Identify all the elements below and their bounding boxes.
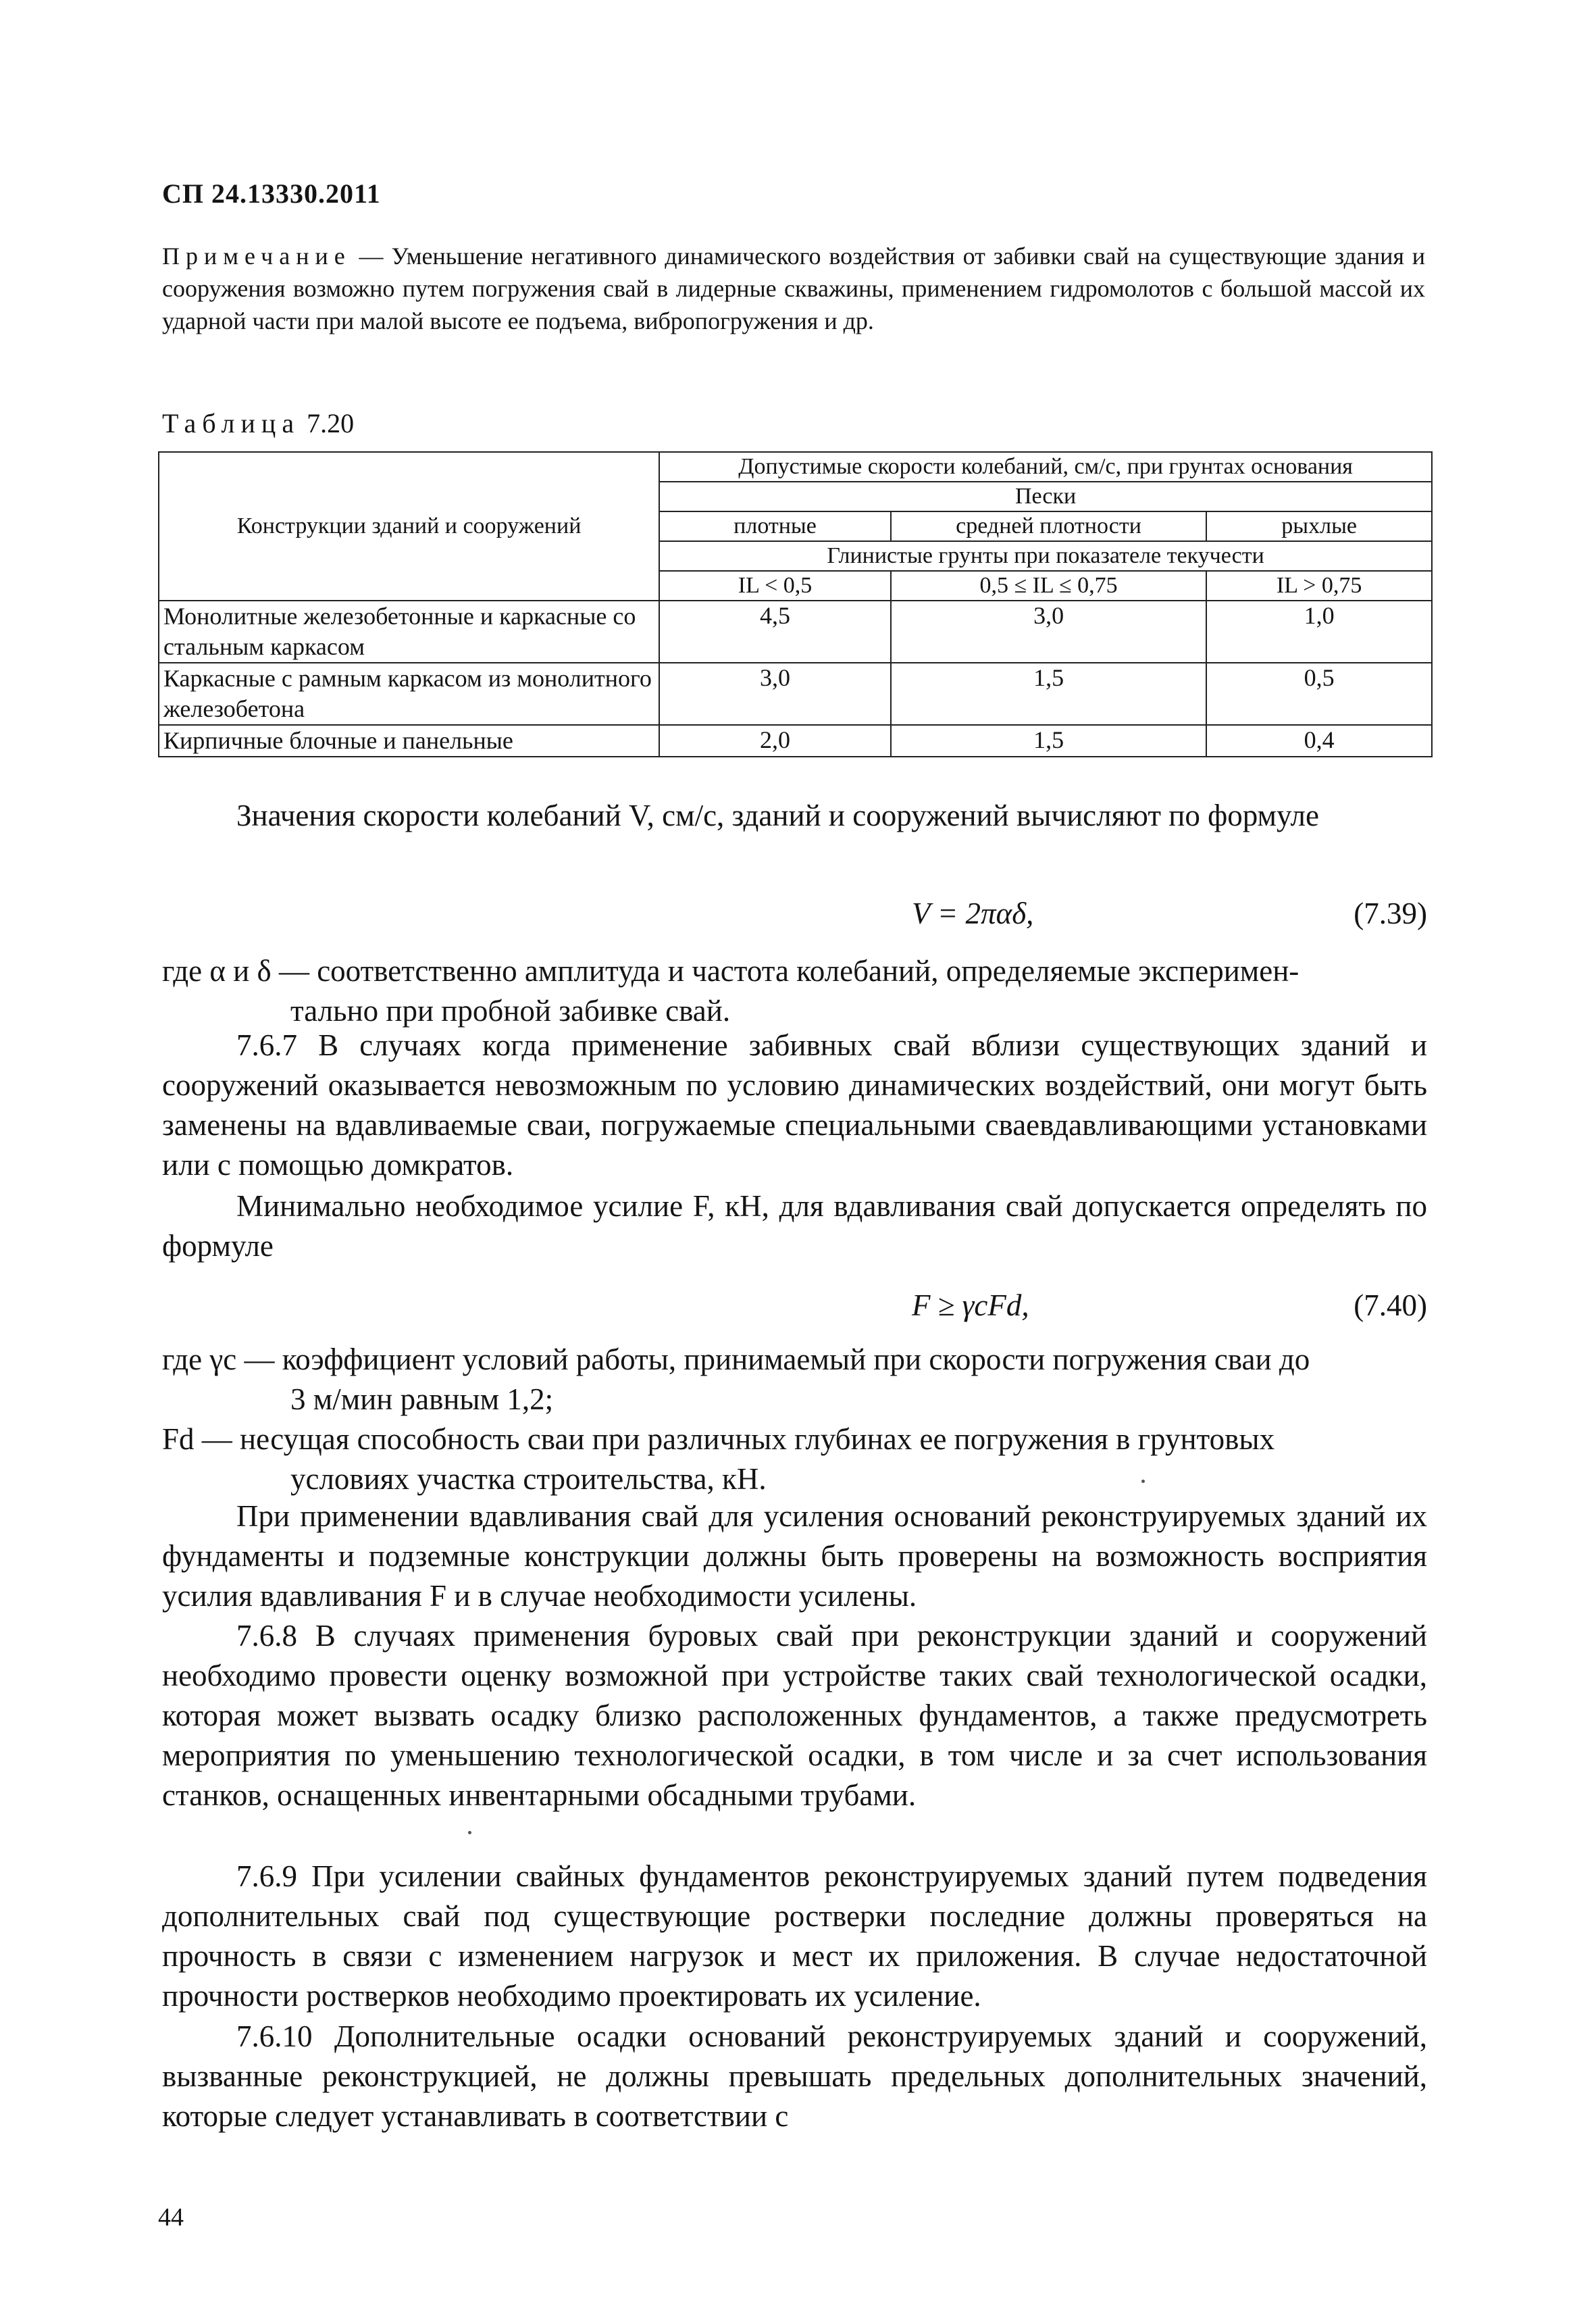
table-row	[159, 601, 1432, 663]
where-symbol: где α и δ —	[162, 954, 309, 988]
paragraph-pressing-reinforcement: При применении вдавливания свай для усиления оснований реконструируемых зданий их фундаменты и подземные конструкции должны быть проверены на возможность восприятия усилия вдавливания F и в случае необходимости усилены.	[162, 1499, 1427, 1613]
where-text-fd: несущая способность сваи при различных глубинах ее погружения в грунтовых	[232, 1422, 1275, 1456]
table-header-clay-range-mid: 0,5 ≤ IL ≤ 0,75	[891, 571, 1206, 601]
table-row-label: Кирпичные блочные и панельные	[159, 725, 659, 757]
paragraph-7-6-10: 7.6.10 Дополнительные осадки оснований реконструируемых зданий и сооружений, вызванные реконструкцией, не должны превышать предельных дополнительных значений, которые следует устанавливать в соответствии с	[162, 2019, 1427, 2133]
table-cell: 4,5	[659, 601, 891, 663]
paragraph-7-6-7: 7.6.7 В случаях когда применение забивных свай вблизи существующих зданий и сооружений оказывается невозможным по условию динамических воздействий, они могут быть заменены на вдавливаемые сваи, погружаемые специальными сваевдавливающими установками или с помощью домкратов.	[162, 1028, 1427, 1182]
table-cell: 1,0	[1206, 601, 1432, 663]
where-continuation-gamma: 3 м/мин равным 1,2;	[290, 1382, 554, 1416]
formula-expression: V = 2παδ,	[912, 897, 1034, 930]
formula-number: (7.40)	[1354, 1288, 1427, 1322]
where-symbol-fd: Fd —	[162, 1422, 232, 1456]
table-header-clay-range-high: IL > 0,75	[1206, 571, 1432, 601]
table-header-sand-dense: плотные	[659, 511, 891, 541]
table-header-sands: Пески	[659, 482, 1432, 511]
table-header-clay-range-low: IL < 0,5	[659, 571, 891, 601]
table-caption	[162, 407, 354, 439]
note-paragraph	[162, 240, 1425, 337]
where-7-39	[162, 951, 1427, 1031]
paragraph-speed-formula-intro: Значения скорости колебаний V, см/с, зданий и сооружений вычисляют по формуле	[236, 799, 1319, 832]
table-cell: 1,5	[891, 725, 1206, 757]
table-caption-number: 7.20	[307, 408, 355, 438]
document-code: СП 24.13330.2011	[162, 178, 381, 209]
vibration-speed-table	[158, 451, 1433, 757]
table-header-constructions: Конструкции зданий и сооружений	[159, 452, 659, 601]
paragraph-7-6-8: 7.6.8 В случаях применения буровых свай при реконструкции зданий и сооружений необходимо провести оценку возможной при устройстве таких свай технологической осадки, которая может вызвать осадку близко расположенных фундаментов, а также предусмотреть мероприятия по уменьшению технологической осадки, в том числе и за счет использования станков, оснащенных инвентарными обсадными трубами.	[162, 1619, 1427, 1812]
table-cell: 3,0	[659, 663, 891, 725]
scan-speck	[1141, 1480, 1145, 1483]
where-7-40	[162, 1340, 1427, 1499]
table-caption-label: Таблица	[162, 408, 301, 438]
table-row-label: Монолитные железобетонные и каркасные со стальным каркасом	[159, 601, 659, 663]
table-header-allowed-speeds: Допустимые скорости колебаний, см/с, при грунтах основания	[659, 452, 1432, 482]
table-cell: 1,5	[891, 663, 1206, 725]
table-cell: 0,5	[1206, 663, 1432, 725]
table-row-label: Каркасные с рамным каркасом из монолитного железобетона	[159, 663, 659, 725]
formula-number: (7.39)	[1354, 897, 1427, 930]
where-symbol-gamma: где γc —	[162, 1342, 275, 1376]
table-row	[159, 725, 1432, 757]
table-header-sand-medium: средней плотности	[891, 511, 1206, 541]
where-text: соответственно амплитуда и частота колебаний, определяемые эксперимен-	[309, 954, 1299, 988]
table-header-clay: Глинистые грунты при показателе текучести	[659, 541, 1432, 571]
where-continuation: тально при пробной забивке свай.	[290, 994, 731, 1028]
table-cell: 2,0	[659, 725, 891, 757]
formula-7-39	[162, 894, 1427, 934]
formula-expression: F ≥ γcFd,	[912, 1288, 1029, 1322]
formula-7-40	[162, 1286, 1427, 1326]
table-row	[159, 663, 1432, 725]
note-label: Примечание	[162, 243, 351, 270]
paragraph-7-6-9: 7.6.9 При усилении свайных фундаментов реконструируемых зданий путем подведения дополнительных свай под существующие ростверки последние должны проверяться на прочность в связи с изменением нагрузок и мест их приложения. В случае недостаточной прочности ростверков необходимо проектировать их усиление.	[162, 1859, 1427, 2013]
scan-speck	[468, 1831, 471, 1834]
where-continuation-fd: условиях участка строительства, кН.	[290, 1462, 767, 1496]
table-cell: 3,0	[891, 601, 1206, 663]
table-header-sand-loose: рыхлые	[1206, 511, 1432, 541]
paragraph-min-force: Минимально необходимое усилие F, кН, для вдавливания свай допускается определять по формуле	[162, 1189, 1427, 1263]
where-text-gamma: коэффициент условий работы, принимаемый при скорости погружения сваи до	[274, 1342, 1310, 1376]
table-cell: 0,4	[1206, 725, 1432, 757]
note-text: — Уменьшение негативного динамического воздействия от забивки свай на существующие здания и сооружения возможно путем погружения свай в лидерные скважины, применением гидромолотов с большой массой их ударной части при малой высоте ее подъема, вибропогружения и др.	[162, 243, 1425, 334]
page-number: 44	[158, 2203, 184, 2232]
